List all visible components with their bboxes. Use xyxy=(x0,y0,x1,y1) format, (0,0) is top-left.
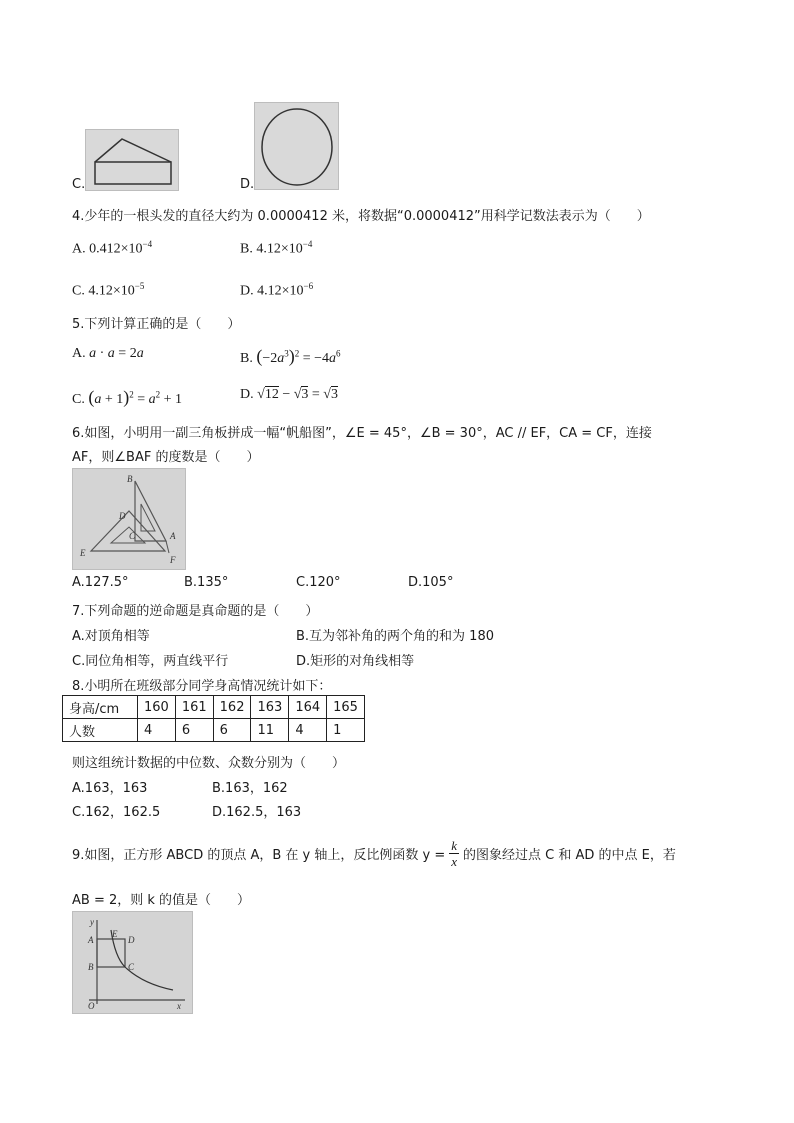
q4-option-c: C. $4.12\times 10^{-5}$ xyxy=(72,281,145,299)
q8-option-d: D.162.5，163 xyxy=(212,805,302,820)
q8-stem: 8.小明所在班级部分同学身高情况统计如下： xyxy=(72,679,332,694)
table-header-cell: 160 xyxy=(138,696,176,719)
q5-stem: 5.下列计算正确的是（ ） xyxy=(72,317,241,332)
q7-option-c: C.同位角相等，两直线平行 xyxy=(72,654,229,669)
q6-option-c: C.120° xyxy=(296,575,341,590)
q9-stem-line2: AB = 2，则 k 的值是（ ） xyxy=(72,893,251,908)
q9-fig-label-c: C xyxy=(128,962,135,972)
table-header-cell: 164 xyxy=(289,696,327,719)
q9-fig-label-d: D xyxy=(128,935,135,945)
q6-fig-label-c: C xyxy=(129,531,136,541)
q5-option-a: A. a · a = 2a xyxy=(72,346,144,361)
table-cell: 6 xyxy=(213,719,251,742)
q6-sailboat-figure xyxy=(72,468,186,570)
q7-stem: 7.下列命题的逆命题是真命题的是（ ） xyxy=(72,604,319,619)
q7-option-b: B.互为邻补角的两个角的和为 180 xyxy=(296,629,494,644)
height-stats-table xyxy=(62,695,365,742)
table-cell: 4 xyxy=(289,719,327,742)
q6-fig-label-d: D xyxy=(119,511,126,521)
table-cell: 6 xyxy=(175,719,213,742)
q8-option-b: B.163，162 xyxy=(212,781,288,796)
q5-option-b: B. $(-2a^3)^2 = -4a^6$ xyxy=(240,346,341,366)
q9-coordinate-figure xyxy=(72,911,193,1014)
q8-option-c: C.162，162.5 xyxy=(72,805,161,820)
table-header-cell: 身高/cm xyxy=(63,696,138,719)
q9-fig-label-b: B xyxy=(88,962,94,972)
q4-option-a: A. $0.412\times 10^{-4}$ xyxy=(72,239,153,257)
q9-stem-pre: 9.如图，正方形 ABCD 的顶点 A，B 在 y 轴上，反比例函数 y = xyxy=(72,847,446,863)
q9-fraction-numerator: k xyxy=(451,837,458,853)
table-header-cell: 165 xyxy=(327,696,365,719)
q6-option-b: B.135° xyxy=(184,575,229,590)
q4-stem: 4.少年的一根头发的直径大约为 0.0000412 米，将数据“0.0000412”用科学记数法表示为（ ） xyxy=(72,209,650,224)
q3-option-d-figure xyxy=(254,102,339,190)
q6-fig-label-e: E xyxy=(80,548,86,558)
q6-option-d: D.105° xyxy=(408,575,454,590)
table-cell: 1 xyxy=(327,719,365,742)
q9-fig-label-e: E xyxy=(112,929,118,939)
q6-stem-line2: AF，则∠BAF 的度数是（ ） xyxy=(72,450,260,465)
q6-fig-label-a: A xyxy=(170,531,176,541)
q7-option-d: D.矩形的对角线相等 xyxy=(296,654,415,669)
table-cell: 4 xyxy=(138,719,176,742)
q9-fig-label-x: x xyxy=(177,1001,181,1011)
q9-fraction xyxy=(449,838,459,869)
q9-fig-label-o: O xyxy=(88,1001,95,1011)
q7-option-a: A.对顶角相等 xyxy=(72,629,150,644)
q6-fig-label-f: F xyxy=(170,555,176,565)
q8-question: 则这组统计数据的中位数、众数分别为（ ） xyxy=(72,756,346,771)
q6-fig-label-b: B xyxy=(127,474,133,484)
q6-stem-line1: 6.如图，小明用一副三角板拼成一幅“帆船图”，∠E = 45°，∠B = 30°，AC // EF，CA = CF，连接 xyxy=(72,426,652,441)
q4-option-d: D. $4.12\times 10^{-6}$ xyxy=(240,281,314,299)
q9-stem-post: 的图象经过点 C 和 AD 的中点 E，若 xyxy=(463,847,676,863)
table-cell: 11 xyxy=(251,719,289,742)
table-row xyxy=(63,719,365,742)
q5-option-d: D. √12 − √3 = √3 xyxy=(240,387,338,402)
q4-option-b: B. $4.12\times 10^{-4}$ xyxy=(240,239,313,257)
q9-fraction-denominator: x xyxy=(451,853,458,869)
q3-option-c-label: C. xyxy=(72,177,86,192)
q9-fig-label-y: y xyxy=(90,917,94,927)
table-cell: 人数 xyxy=(63,719,138,742)
q3-option-c-figure xyxy=(85,129,179,191)
q9-stem-line1 xyxy=(72,833,676,873)
table-row xyxy=(63,696,365,719)
q5-option-c: C. $(a + 1)^2 = a^2 + 1$ xyxy=(72,387,183,407)
table-header-cell: 162 xyxy=(213,696,251,719)
q9-fig-label-a: A xyxy=(88,935,94,945)
table-header-cell: 163 xyxy=(251,696,289,719)
q6-option-a: A.127.5° xyxy=(72,575,129,590)
q3-option-d-label: D. xyxy=(240,177,255,192)
q8-option-a: A.163，163 xyxy=(72,781,148,796)
table-header-cell: 161 xyxy=(175,696,213,719)
